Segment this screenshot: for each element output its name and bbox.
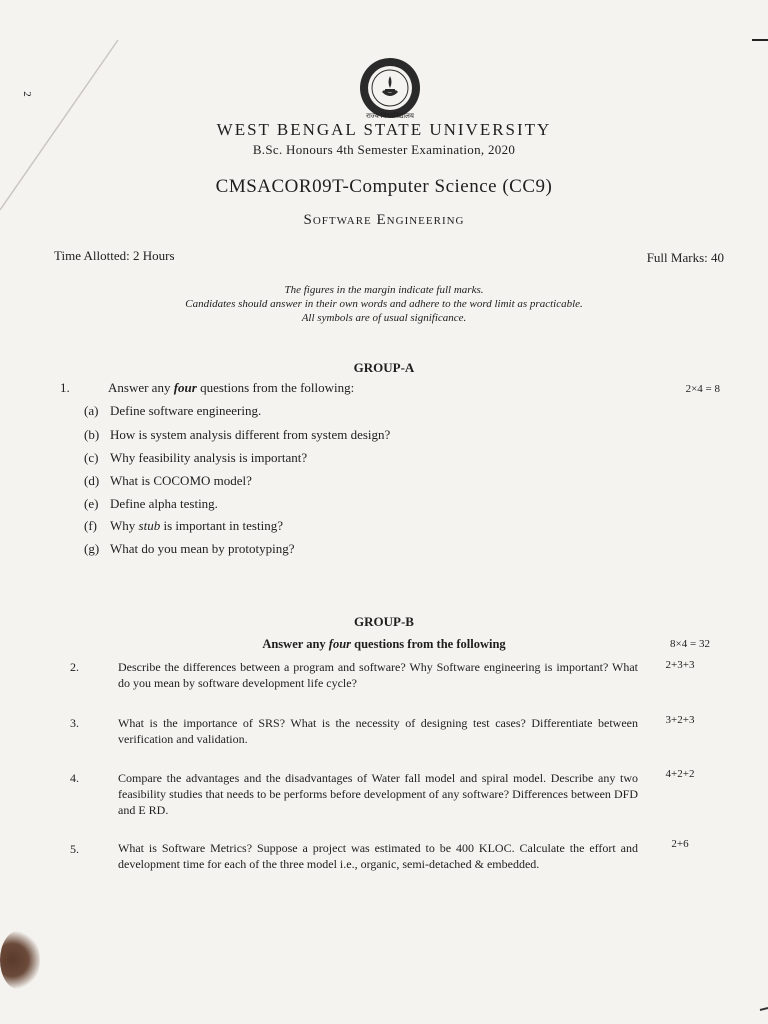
sub-question [84,518,283,534]
sub-label: (d) [84,473,100,488]
instruction-pre: Answer any [262,637,329,651]
seal-caption: राज्य विश्वविद्यालय [366,112,414,120]
paper-title: Software Engineering [303,212,465,228]
sub-label: (a) [84,403,99,418]
group-b-heading: GROUP-B [354,614,414,629]
paper-code: CMSACOR09T-Computer Science (CC9) [215,176,553,197]
question-number: 1. [60,380,70,395]
sub-label: (f) [84,518,97,533]
question-marks: 2+3+3 [665,659,695,671]
instruction-post: questions from the following [351,637,506,651]
sub-text: What is COCOMO model? [110,473,252,488]
sub-question [84,403,261,419]
question-text: Describe the differences between a program and software? Why Software engineering is important? What do you mean by software development life cycle? [118,660,638,690]
question-text: Compare the advantages and the disadvantages of Water fall model and spiral model. Describe any two feasibility studies that needs to be performs before development of any software? Differences between DFD and E RD. [118,771,638,817]
question-text-pre: Answer any [108,380,174,395]
sub-question [84,473,252,489]
question-text [108,380,354,396]
sub-label: (c) [84,450,99,465]
finger-shadow [0,930,40,990]
sub-question [84,541,295,557]
question-text: What is the importance of SRS? What is the necessity of designing test cases? Differentiate between verification and validation. [118,716,638,746]
sub-text: Define alpha testing. [110,496,218,511]
sub-text: What do you mean by prototyping? [110,541,295,556]
question-marks: 2×4 = 8 [685,383,720,395]
sub-label: (b) [84,427,100,442]
sub-question [84,450,307,466]
sub-label: (e) [84,496,99,511]
sub-text: How is system analysis different from system design? [110,427,391,442]
question-number: 3. [70,716,79,730]
group-b-marks: 8×4 = 32 [670,638,710,650]
sub-label: (g) [84,541,100,556]
full-marks: Full Marks: 40 [646,250,724,265]
time-allotted: Time Allotted: 2 Hours [54,248,175,263]
sub-text: Define software engineering. [110,403,262,418]
question-text-post: questions from the following: [196,380,355,395]
corner-mark: 2 [20,91,33,97]
instruction-line: Candidates should answer in their own words and adhere to the word limit as practicable. [185,298,583,310]
sub-question [84,496,218,512]
question-number: 2. [70,660,79,674]
question-marks: 4+2+2 [665,768,695,780]
group-a-heading: GROUP-A [353,360,415,375]
sub-emphasis: stub [138,518,161,533]
instruction-line: All symbols are of usual significance. [301,312,467,324]
question-number: 5. [70,842,79,856]
sub-text-pre: Why [110,518,139,533]
exam-name: B.Sc. Honours 4th Semester Examination, 2020 [252,142,516,157]
question-text: What is Software Metrics? Suppose a project was estimated to be 400 KLOC. Calculate the effort and development time for each of the three model i.e., organic, semi-detached & embedded. [118,841,638,871]
question-marks: 2+6 [671,838,689,850]
question-number: 4. [70,771,79,785]
university-name: WEST BENGAL STATE UNIVERSITY [216,120,552,139]
instruction-line: The figures in the margin indicate full marks. [284,284,484,296]
instruction-emphasis: four [328,637,352,651]
sub-question [84,427,390,443]
sub-text-post: is important in testing? [160,518,283,533]
question-marks: 3+2+3 [665,714,695,726]
question-emphasis: four [173,380,197,395]
sub-text: Why feasibility analysis is important? [110,450,308,465]
